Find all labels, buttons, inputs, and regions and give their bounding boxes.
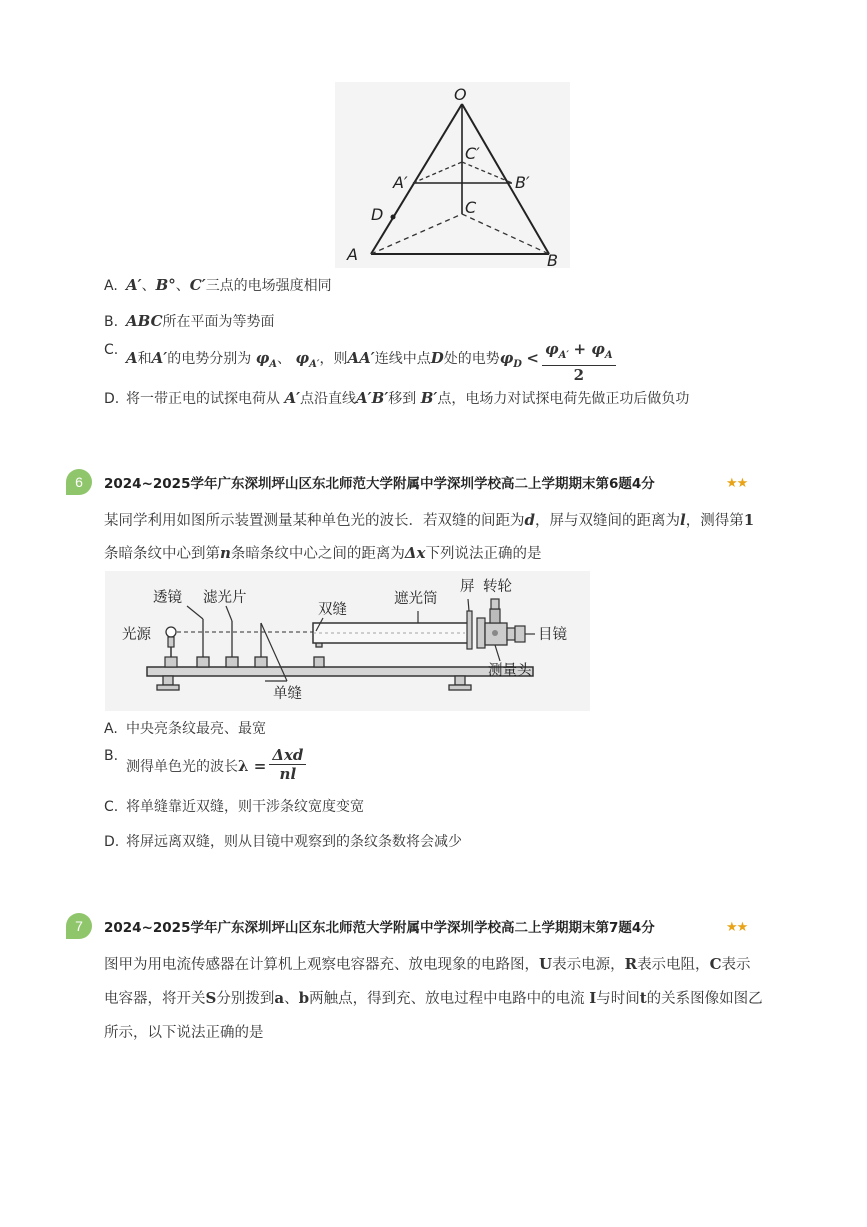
q6-option-d[interactable]: D. 将屏远离双缝，则从目镜中观察到的条纹条数将会减少 (104, 834, 462, 850)
label-eyepiece: 目镜 (538, 627, 567, 643)
label-tube: 遮光筒 (394, 591, 438, 607)
fraction: $\frac{\text{Δxd}}{nl}$ (269, 746, 306, 783)
label-C-prime: C′ (465, 144, 480, 163)
label-lens: 透镜 (153, 590, 182, 606)
question-number-badge: 6 (66, 469, 92, 495)
label-screen: 屏 (460, 579, 475, 595)
label-C: C (465, 198, 477, 217)
question-header: 2024~2025学年广东深圳坪山区东北师范大学附属中学深圳学校高二上学期期末第7题4分 (104, 920, 655, 936)
question-text-line-3: 所示，以下说法正确的是 (104, 1025, 264, 1041)
q5-option-c[interactable]: C. A和A′的电势分别为 $\varphi_A$、 $\varphi_{A'}$，则AA′连线中点D处的电势$\varphi_D$ < $\frac{\varphi_{A'} + \varphi_A}{2}$ (104, 340, 619, 384)
question-text-line-2: 电容器，将开关S分别拨到a、b两触点，得到充、放电过程中电路中的电流 I与时间t的关系图像如图乙 (104, 989, 763, 1007)
label-B: B (547, 251, 558, 268)
label-light-source: 光源 (122, 627, 151, 643)
difficulty-stars: ★★ (726, 476, 748, 491)
double-slit-apparatus-figure (105, 571, 590, 711)
label-double-slit: 双缝 (318, 602, 347, 618)
label-wheel: 转轮 (483, 579, 512, 595)
q5-option-a[interactable]: A. A′、B°、C′三点的电场强度相同 (104, 276, 332, 294)
question-number-badge: 7 (66, 913, 92, 939)
question-text-line-1: 某同学利用如图所示装置测量某种单色光的波长．若双缝的间距为d，屏与双缝间的距离为l，测得第1 (104, 511, 755, 529)
q6-option-c[interactable]: C. 将单缝靠近双缝，则干涉条纹宽度变宽 (104, 799, 364, 815)
question-text-line-2: 条暗条纹中心到第n条暗条纹中心之间的距离为Δx下列说法正确的是 (104, 544, 542, 562)
q6-option-a[interactable]: A. 中央亮条纹最亮、最宽 (104, 721, 266, 737)
pyramid-figure (335, 82, 570, 268)
question-text-line-1: 图甲为用电流传感器在计算机上观察电容器充、放电现象的电路图，U表示电源，R表示电阻，C表示 (104, 955, 751, 973)
label-D: D (371, 205, 384, 224)
label-A: A (347, 245, 358, 264)
q5-option-b[interactable]: B. ABC所在平面为等势面 (104, 312, 275, 330)
difficulty-stars: ★★ (726, 920, 748, 935)
label-A-prime: A′ (393, 173, 408, 192)
fraction: $\frac{\varphi_{A'} + \varphi_A}{2}$ (542, 340, 616, 384)
label-single-slit: 单缝 (273, 686, 302, 702)
question-header: 2024~2025学年广东深圳坪山区东北师范大学附属中学深圳学校高二上学期期末第6题4分 (104, 476, 655, 492)
label-filter: 滤光片 (203, 590, 247, 606)
label-measuring-head: 测量头 (488, 663, 532, 679)
q5-option-d[interactable]: D. 将一带正电的试探电荷从 A′点沿直线A′B′移到 B′点，电场力对试探电荷先做正功后做负功 (104, 389, 690, 407)
q6-option-b[interactable]: B.测得单色光的波长λ = $\frac{\text{Δxd}}{nl}$ (104, 746, 309, 783)
label-O: O (454, 85, 467, 104)
label-B-prime: B′ (515, 173, 530, 192)
